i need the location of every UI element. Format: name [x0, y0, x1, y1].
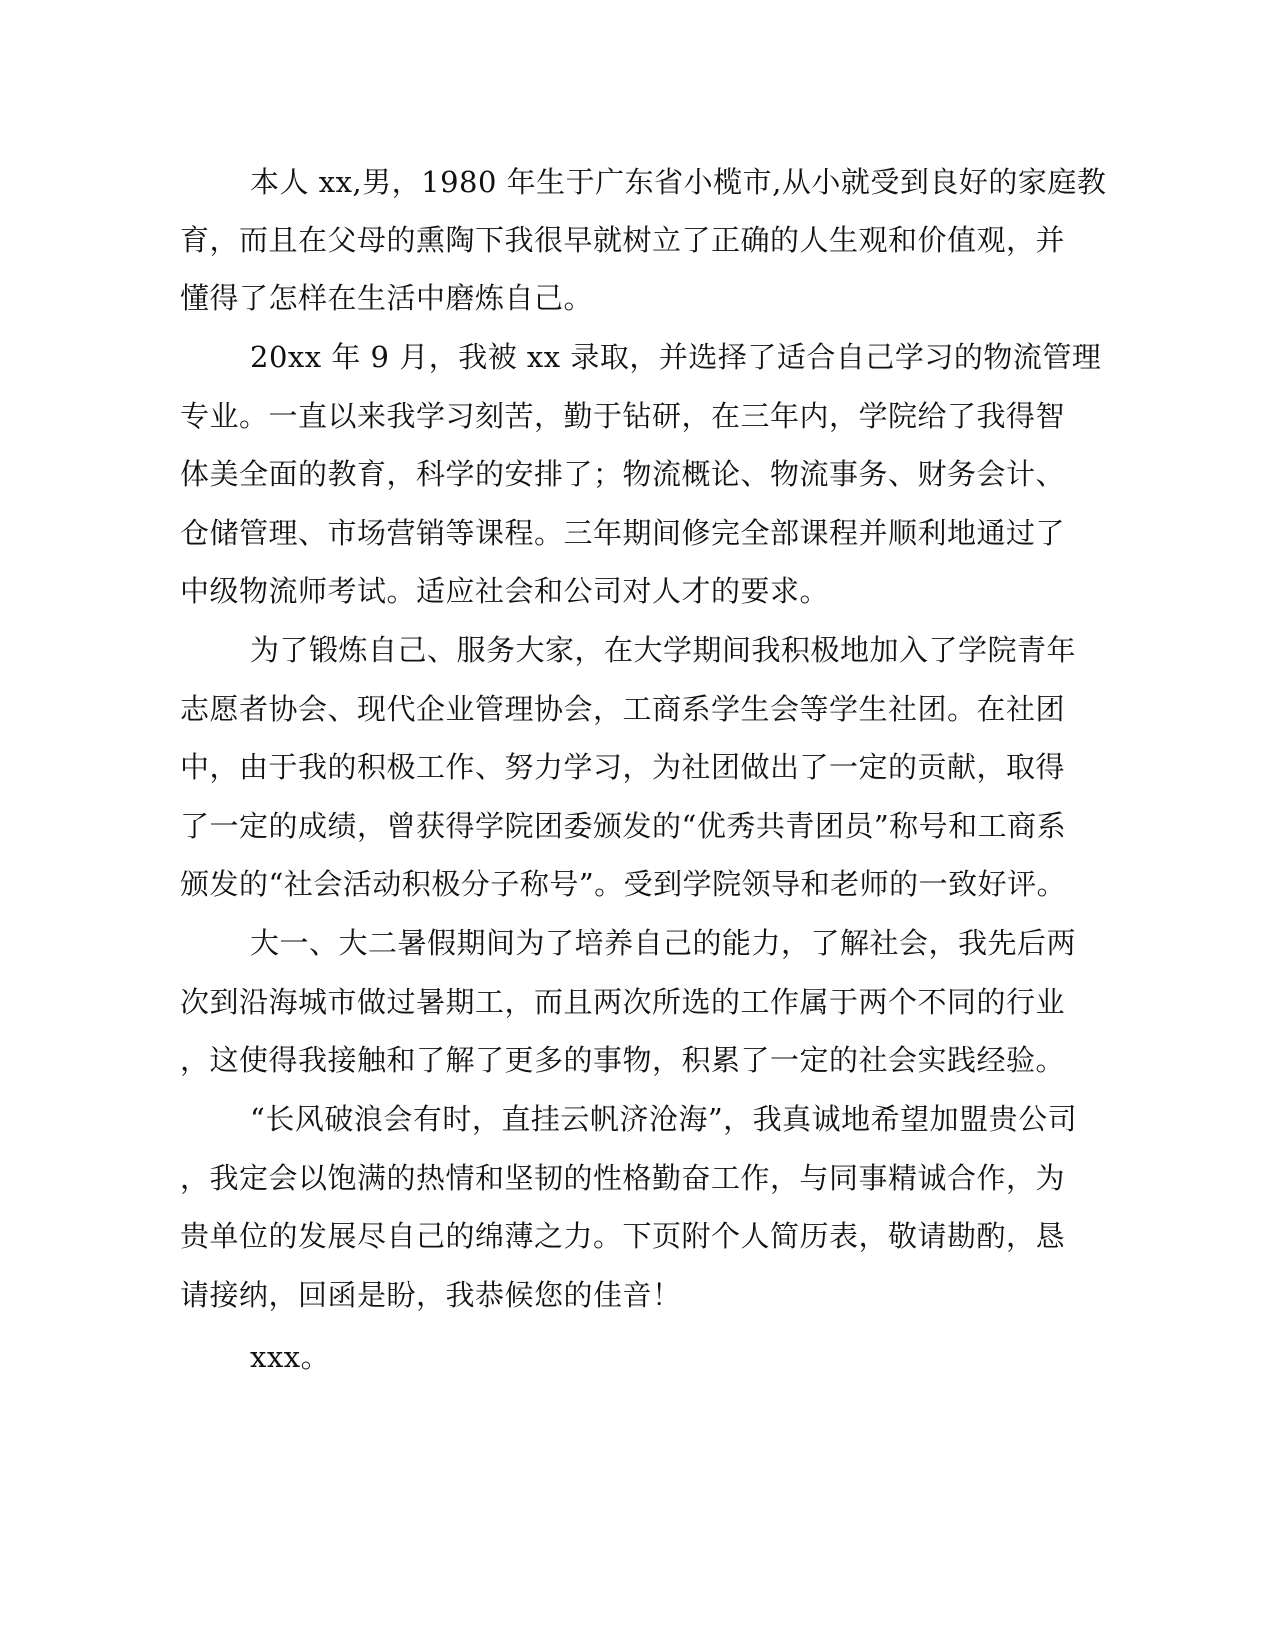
- text-line: 懂得了怎样在生活中磨炼自己。: [180, 281, 594, 315]
- text-line: 次到沿海城市做过暑期工，而且两次所选的工作属于两个不同的行业: [180, 985, 1066, 1019]
- text-line: 中，由于我的积极工作、努力学习，为社团做出了一定的贡献，取得: [180, 750, 1066, 784]
- text-line: 中级物流师考试。适应社会和公司对人才的要求。: [180, 574, 830, 608]
- text-line: 了一定的成绩，曾获得学院团委颁发的“优秀共青团员”称号和工商系: [180, 809, 1067, 843]
- text-line: 大一、大二暑假期间为了培养自己的能力，了解社会，我先后两: [250, 926, 1077, 960]
- text-line: ，这使得我接触和了解了更多的事物，积累了一定的社会实践经验。: [180, 1043, 1066, 1077]
- text-line: 仓储管理、市场营销等课程。三年期间修完全部课程并顺利地通过了: [180, 516, 1066, 550]
- text-line: ，我定会以饱满的热情和坚韧的性格勤奋工作，与同事精诚合作，为: [180, 1161, 1066, 1195]
- signature-line: xxx。: [250, 1340, 331, 1374]
- text-line: 志愿者协会、现代企业管理协会，工商系学生会等学生社团。在社团: [180, 692, 1066, 726]
- text-line: 本人 xx,男，1980 年生于广东省小榄市,从小就受到良好的家庭教: [250, 165, 1107, 199]
- text-line: 贵单位的发展尽自己的绵薄之力。下页附个人简历表，敬请勘酌，恳: [180, 1219, 1066, 1253]
- text-line: 颁发的“社会活动积极分子称号”。受到学院领导和老师的一致好评。: [180, 867, 1067, 901]
- text-line: 育，而且在父母的熏陶下我很早就树立了正确的人生观和价值观，并: [180, 223, 1066, 257]
- text-line: 为了锻炼自己、服务大家，在大学期间我积极地加入了学院青年: [250, 633, 1077, 667]
- text-line: 体美全面的教育，科学的安排了；物流概论、物流事务、财务会计、: [180, 457, 1066, 491]
- text-line: “长风破浪会有时，直挂云帆济沧海”，我真诚地希望加盟贵公司: [250, 1102, 1078, 1136]
- text-line: 请接纳，回函是盼，我恭候您的佳音！: [180, 1278, 682, 1312]
- text-line: 20xx 年 9 月，我被 xx 录取，并选择了适合自己学习的物流管理: [250, 340, 1102, 374]
- text-line: 专业。一直以来我学习刻苦，勤于钻研，在三年内，学院给了我得智: [180, 399, 1066, 433]
